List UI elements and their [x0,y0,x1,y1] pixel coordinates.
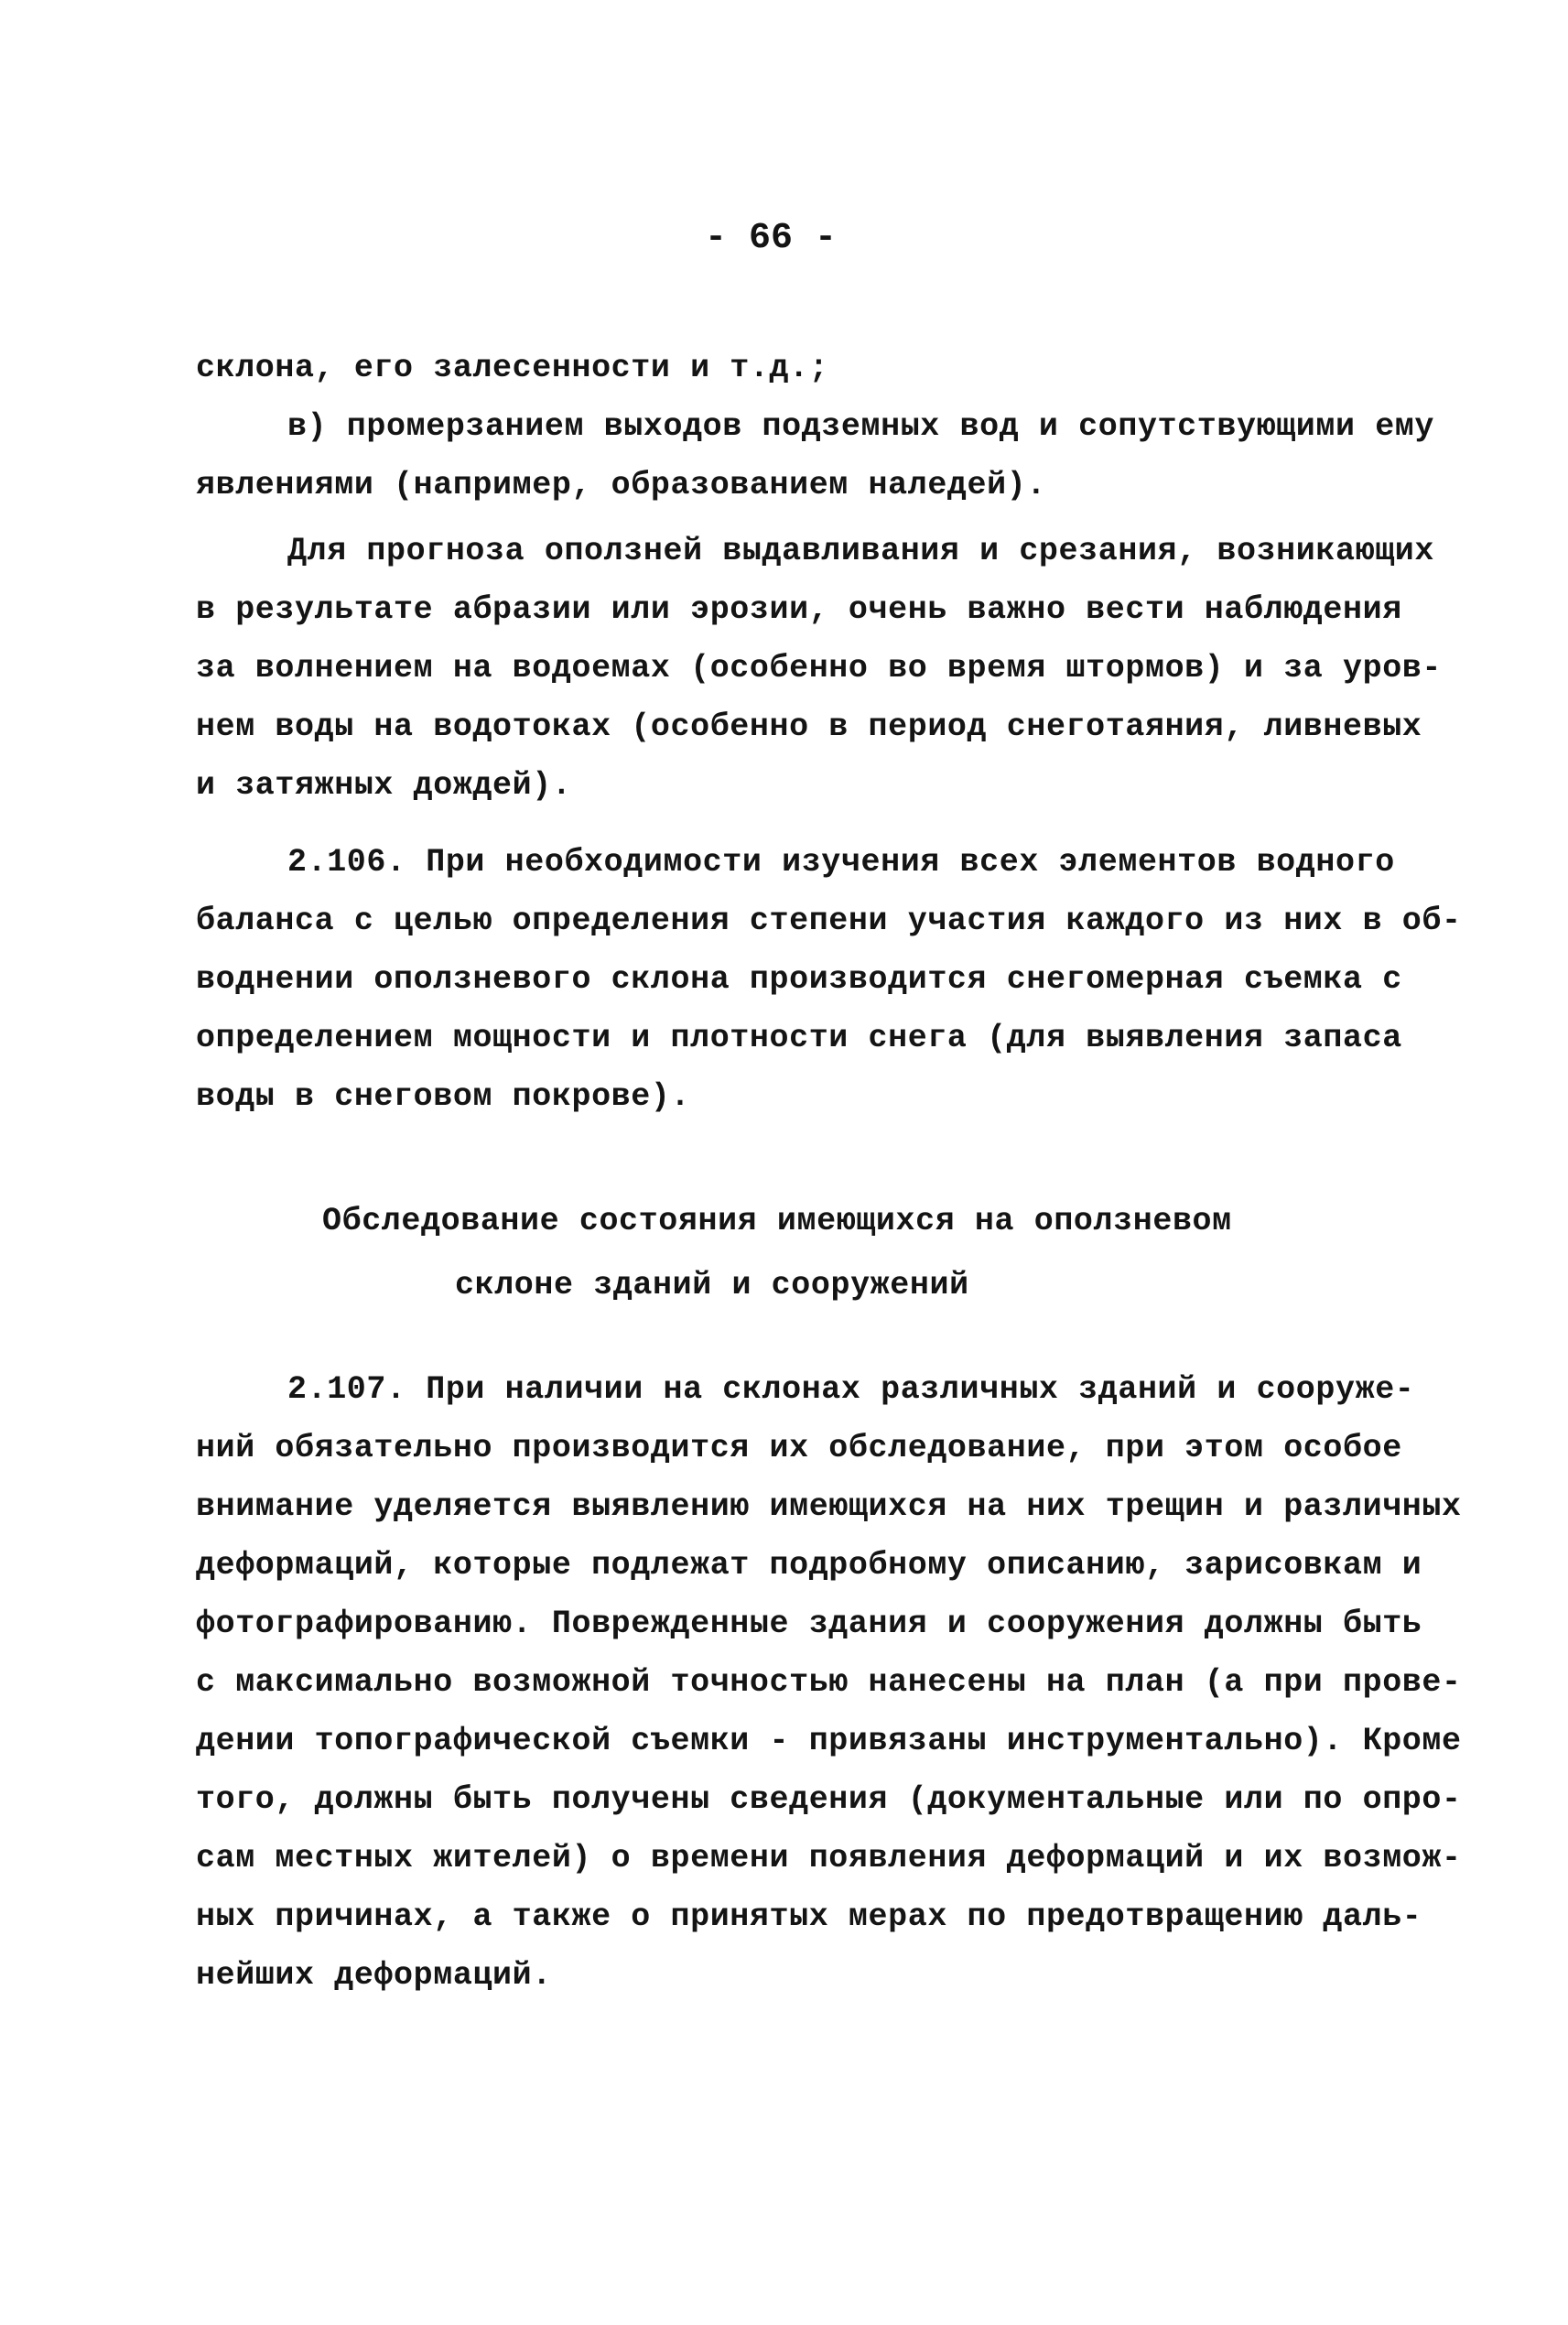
text-line: ных причинах, а также о принятых мерах по предотвращению даль- [196,1898,1422,1935]
text-line: и затяжных дождей). [196,767,572,804]
text-line: определением мощности и плотности снега (для выявления запаса [196,1020,1402,1056]
text-line: баланса с целью определения степени участия каждого из них в об- [196,903,1462,939]
text-line: склона, его залесенности и т.д.; [196,350,829,386]
text-line: воднении оползневого склона производится снегомерная съемка с [196,961,1402,998]
text-line: Для прогноза оползней выдавливания и срезания, возникающих [287,533,1434,569]
text-line: явлениями (например, образованием наледей). [196,467,1046,503]
text-line: дении топографической съемки - привязаны инструментально). Кроме [196,1723,1462,1759]
text-line: внимание уделяется выявлению имеющихся на них трещин и различных [196,1488,1462,1525]
text-line: 2.106. При необходимости изучения всех элементов водного [287,844,1395,881]
text-line: 2.107. При наличии на склонах различных зданий и сооруже- [287,1371,1415,1408]
text-line: ний обязательно производится их обследование, при этом особое [196,1430,1402,1466]
text-line: в) промерзанием выходов подземных вод и сопутствующими ему [287,408,1434,445]
section-heading: Обследование состояния имеющихся на оползневом [322,1203,1232,1239]
text-line: за волнением на водоемах (особенно во время штормов) и за уров- [196,650,1443,687]
text-line: нем воды на водотоках (особенно в период снеготаяния, ливневых [196,708,1422,745]
text-line: в результате абразии или эрозии, очень важно вести наблюдения [196,591,1402,628]
text-line: нейших деформаций. [196,1957,552,1994]
text-line: сам местных жителей) о времени появления деформаций и их возмож- [196,1840,1462,1876]
text-line: фотографированию. Поврежденные здания и сооружения должны быть [196,1606,1422,1642]
section-heading: склоне зданий и сооружений [455,1267,969,1303]
text-line: того, должны быть получены сведения (документальные или по опро- [196,1781,1462,1818]
page-number: - 66 - [705,218,838,259]
text-line: с максимально возможной точностью нанесены на план (а при прове- [196,1664,1462,1701]
text-line: воды в снеговом покрове). [196,1078,691,1115]
text-line: деформаций, которые подлежат подробному описанию, зарисовкам и [196,1547,1422,1584]
